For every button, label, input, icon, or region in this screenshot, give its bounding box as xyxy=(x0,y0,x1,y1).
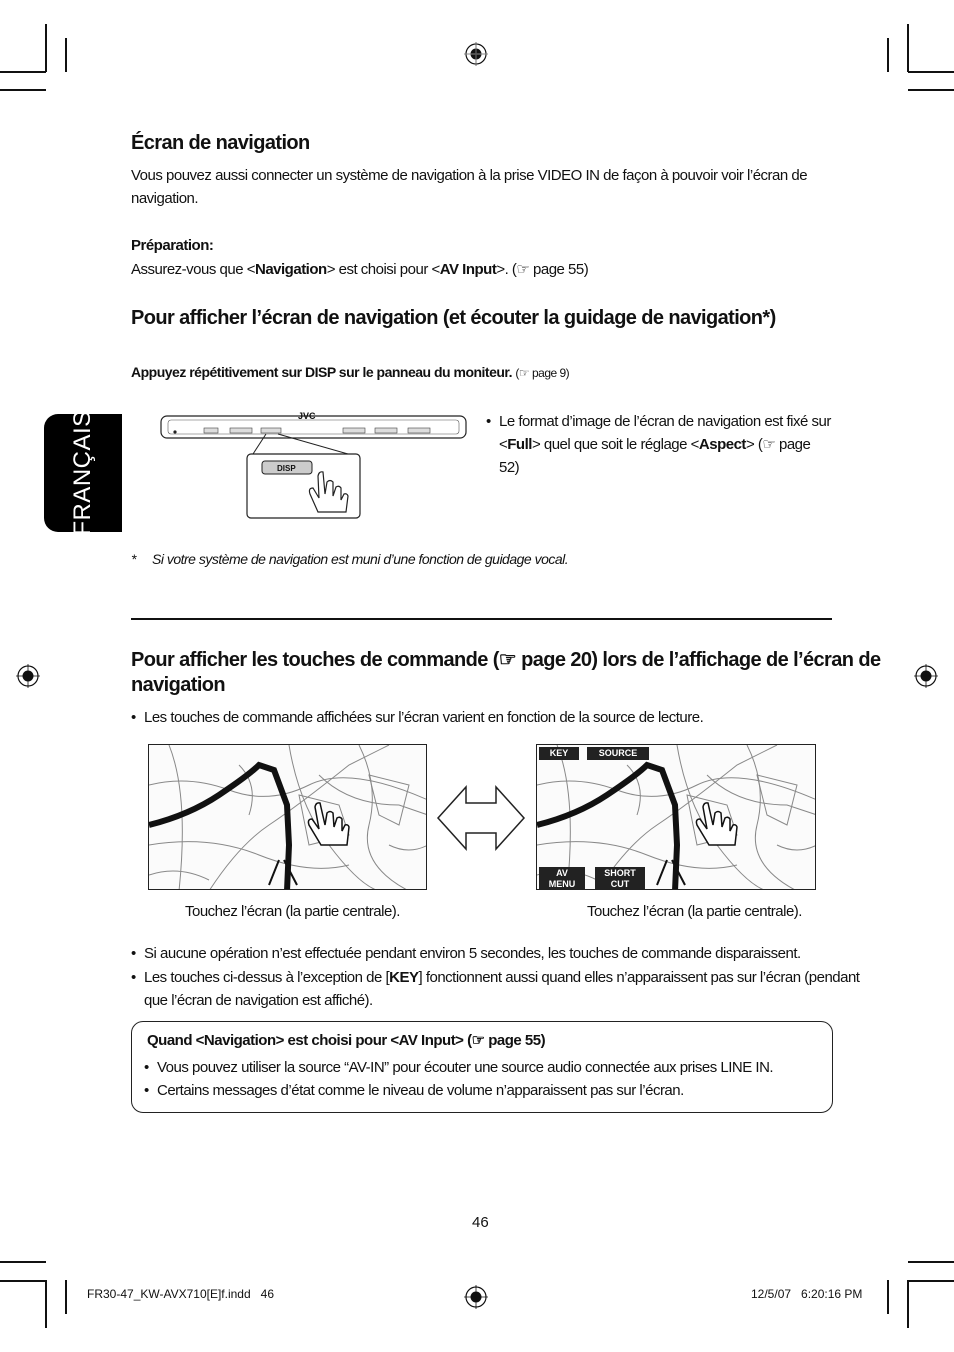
crop-mark xyxy=(45,24,47,72)
full-term: Full xyxy=(507,436,532,453)
section-title-control-keys-line-1: Pour afficher les touches de commande (☞ page 20) lors de l’affichage de l’écran de xyxy=(131,649,881,671)
crop-mark xyxy=(0,1280,46,1282)
crop-mark xyxy=(65,1280,67,1314)
timestamp: 12/5/07 6:20:16 PM xyxy=(751,1287,863,1301)
crop-mark xyxy=(908,89,954,91)
bullet-dot: • xyxy=(131,969,136,986)
right-map-caption: Touchez l’écran (la partie centrale). xyxy=(587,903,802,920)
crop-mark xyxy=(887,1280,889,1314)
info-box-item-1: Vous pouvez utiliser la source “AV-IN” pour écouter une source audio connectée aux prises LINE IN. xyxy=(157,1059,774,1076)
crop-mark xyxy=(887,38,889,72)
section-divider xyxy=(131,618,832,620)
crop-mark xyxy=(45,1280,47,1328)
navigation-map-right[interactable] xyxy=(536,744,816,890)
registration-mark-icon xyxy=(16,664,40,688)
hand-pointer-icon xyxy=(308,803,349,845)
disp-instruction: Appuyez répétitivement sur DISP sur le panneau du moniteur. (☞ page 9) xyxy=(131,364,570,380)
av-menu-button[interactable]: AV MENU xyxy=(539,867,585,890)
key-button[interactable]: KEY xyxy=(539,747,579,760)
page-number: 46 xyxy=(472,1214,489,1231)
section-title-show-navigation: Pour afficher l’écran de navigation (et écouter la guidage de navigation*) xyxy=(131,307,776,329)
control-keys-bullet-2: Si aucune opération n’est effectuée pendant environ 5 secondes, les touches de commande disparaissent. xyxy=(144,945,801,962)
av-input-term: AV Input xyxy=(439,261,497,278)
registration-mark-icon xyxy=(464,1285,488,1309)
monitor-panel-illustration xyxy=(158,412,470,522)
file-info: FR30-47_KW-AVX710[E]f.indd 46 xyxy=(87,1287,274,1301)
aspect-note-line-1: Le format d’image de l’écran de navigation est fixé sur xyxy=(499,413,831,430)
navigation-term: Navigation xyxy=(255,261,327,278)
aspect-note-line-2: <Full> quel que soit le réglage <Aspect> (☞ page xyxy=(499,436,811,453)
footnote-text: Si votre système de navigation est muni d’une fonction de guidage vocal. xyxy=(152,551,569,567)
preparation-label: Préparation: xyxy=(131,237,214,254)
bullet-dot: • xyxy=(144,1059,149,1076)
info-box-title: Quand <Navigation> est choisi pour <AV Input> (☞ page 55) xyxy=(147,1032,546,1049)
crop-mark xyxy=(0,71,46,73)
intro-line-1: Vous pouvez aussi connecter un système de navigation à la prise VIDEO IN de façon à pouvoir voir l’écran de xyxy=(131,167,808,184)
crop-mark xyxy=(908,1261,954,1263)
disp-button-label: DISP xyxy=(277,464,296,473)
crop-mark xyxy=(908,1280,954,1282)
footnote-mark: * xyxy=(131,551,137,567)
short-cut-button[interactable]: SHORT CUT xyxy=(595,867,645,890)
control-keys-bullet-3-line-2: que l’écran de navigation est affiché). xyxy=(144,992,373,1009)
aspect-term: Aspect xyxy=(698,436,746,453)
registration-mark-icon xyxy=(464,42,488,66)
source-button[interactable]: SOURCE xyxy=(587,747,649,760)
bullet-dot: • xyxy=(144,1082,149,1099)
bullet-dot: • xyxy=(131,709,136,726)
registration-mark-icon xyxy=(914,664,938,688)
intro-line-2: navigation. xyxy=(131,190,199,207)
crop-mark xyxy=(908,71,954,73)
left-map-caption: Touchez l’écran (la partie centrale). xyxy=(185,903,400,920)
crop-mark xyxy=(907,24,909,72)
control-keys-bullet-1: Les touches de commande affichées sur l’écran varient en fonction de la source de lecture. xyxy=(144,709,704,726)
crop-mark xyxy=(65,38,67,72)
control-keys-bullet-3: Les touches ci-dessus à l’exception de [KEY] fonctionnent aussi quand elles n’apparaissent pas sur l’écran (pendant xyxy=(144,969,860,986)
av-input-info-box xyxy=(131,1021,833,1113)
section-title-control-keys-line-2: navigation xyxy=(131,674,226,696)
hand-pointer-icon xyxy=(696,803,737,845)
bullet-dot: • xyxy=(486,413,491,430)
crop-mark xyxy=(0,89,46,91)
language-label: FRANÇAIS xyxy=(69,410,96,536)
preparation-text: Assurez-vous que <Navigation> est choisi pour <AV Input>. (☞ page 55) xyxy=(131,261,589,278)
section-title-navigation-screen: Écran de navigation xyxy=(131,132,310,154)
aspect-note-line-3: 52) xyxy=(499,459,520,476)
bullet-dot: • xyxy=(131,945,136,962)
navigation-map-left[interactable] xyxy=(148,744,427,890)
language-tab xyxy=(44,410,122,536)
info-box-item-2: Certains messages d’état comme le niveau de volume n’apparaissent pas sur l’écran. xyxy=(157,1082,684,1099)
jvc-logo: JVC xyxy=(298,411,316,421)
crop-mark xyxy=(907,1280,909,1328)
crop-mark xyxy=(0,1261,46,1263)
double-arrow-icon xyxy=(436,783,526,853)
key-term: KEY xyxy=(389,969,419,986)
map-drawing xyxy=(149,745,427,890)
